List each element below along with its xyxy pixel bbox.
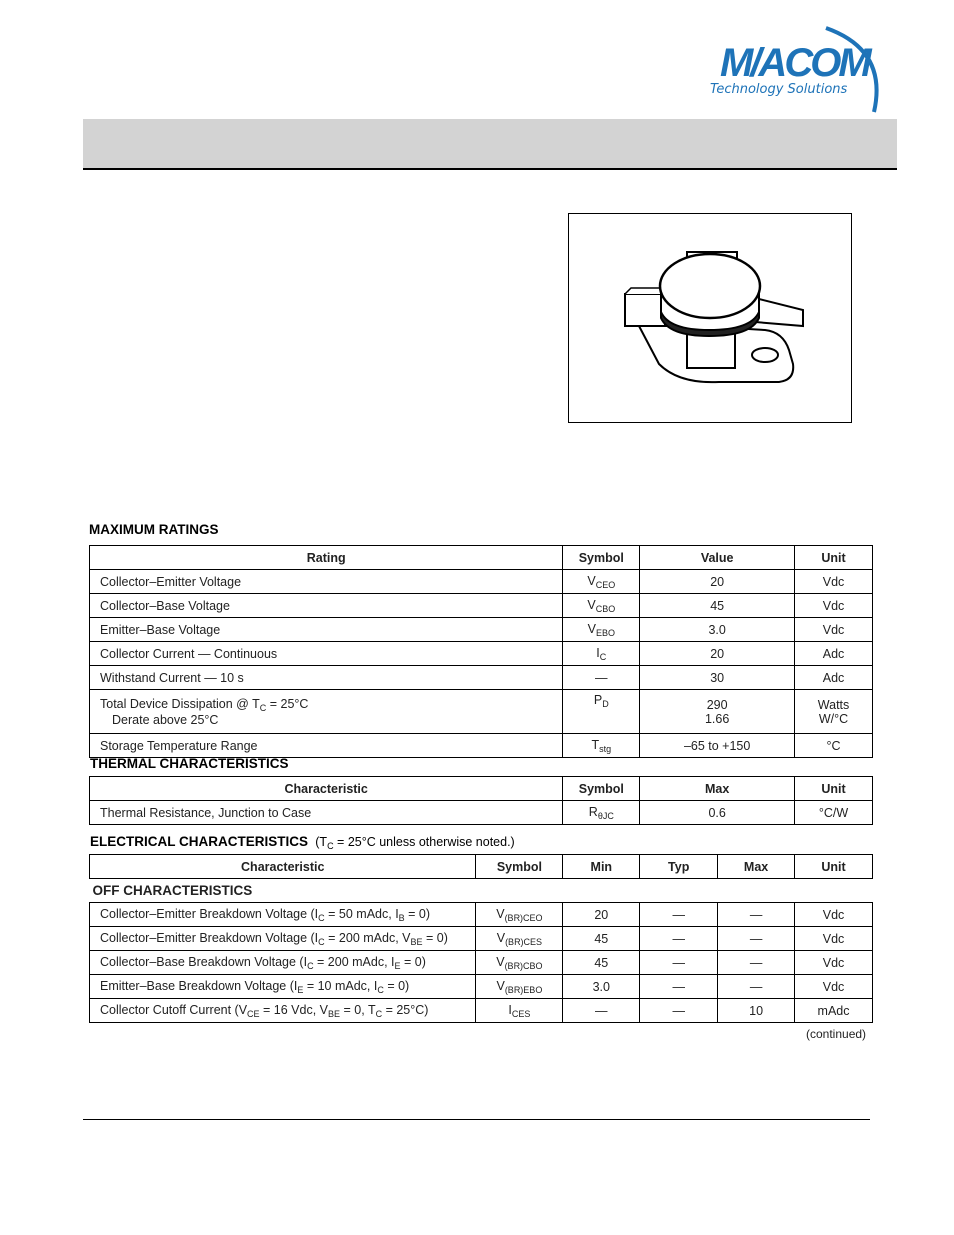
symbol-cell: $T_{stg}$ [563,734,640,758]
subheading-row [90,879,873,903]
header-typ: Typ [640,855,718,879]
min-cell: 20 [563,903,640,927]
typ-cell: — [640,927,718,951]
table-row [90,903,873,927]
symbol-cell: $V_{EBO}$ [563,618,640,642]
max-cell: 10 [718,999,795,1023]
header-min: Min [563,855,640,879]
thermal-table [89,776,873,825]
package-illustration [568,213,852,423]
header-value: Value [640,546,795,570]
rating-cell: Collector–Base Voltage [90,594,563,618]
header-symbol: Symbol [563,777,640,801]
table-row [90,975,873,999]
unit-cell: mAdc [795,999,873,1023]
electrical-table [89,854,873,1023]
unit-cell: Vdc [795,975,873,999]
value-cell: 20 [640,570,795,594]
unit-cell: Vdc [795,570,873,594]
rating-cell: Collector–Emitter Voltage [90,570,563,594]
symbol-cell: $I_C$ [563,642,640,666]
table-row [90,951,873,975]
electrical-title: ELECTRICAL CHARACTERISTICS ($T_C = 25^\circ C$ unless otherwise noted.) [90,834,515,851]
table-header-row [90,546,873,570]
min-cell: 45 [563,927,640,951]
header-max: Max [640,777,795,801]
min-cell: — [563,999,640,1023]
unit-cell: Adc [795,666,873,690]
typ-cell: — [640,975,718,999]
unit-cell: Vdc [795,951,873,975]
symbol-cell: — [563,666,640,690]
symbol-cell: $V_{(BR)CEO}$ [476,903,563,927]
svg-text:Technology Solutions: Technology Solutions [710,82,848,97]
characteristic-cell: Collector–Emitter Breakdown Voltage ($I_C = 200$ mAdc, $V_{BE} = 0$) [90,927,476,951]
max-ratings-table [89,545,873,758]
symbol-cell: $V_{(BR)CBO}$ [476,951,563,975]
table-header-row [90,855,873,879]
thermal-title: THERMAL CHARACTERISTICS [90,756,289,771]
max-cell: — [718,951,795,975]
header-unit: Unit [795,777,873,801]
table-row [90,690,873,734]
table-row [90,927,873,951]
footer-divider [83,1119,870,1120]
unit-cell: Vdc [795,927,873,951]
unit-cell: Vdc [795,903,873,927]
characteristic-cell: Collector–Emitter Breakdown Voltage ($I_C = 50$ mAdc, $I_B = 0$) [90,903,476,927]
characteristic-cell: Collector Cutoff Current ($V_{CE} = 16$ Vdc, $V_{BE} = 0$, $T_C = 25^\circ C$) [90,999,476,1023]
header-characteristic: Characteristic [90,777,563,801]
macom-logo [706,20,892,116]
symbol-cell: $I_{CES}$ [476,999,563,1023]
characteristic-cell: Thermal Resistance, Junction to Case [90,801,563,825]
typ-cell: — [640,903,718,927]
off-characteristics-heading: OFF CHARACTERISTICS [90,879,873,903]
header-band [83,119,897,170]
symbol-cell: $V_{(BR)EBO}$ [476,975,563,999]
header-max: Max [718,855,795,879]
rating-cell: Storage Temperature Range [90,734,563,758]
max-cell: 0.6 [640,801,795,825]
header-symbol: Symbol [563,546,640,570]
table-row [90,618,873,642]
max-cell: — [718,975,795,999]
value-cell: 45 [640,594,795,618]
symbol-cell: $R_{\theta JC}$ [563,801,640,825]
value-cell: 30 [640,666,795,690]
symbol-cell: $V_{CEO}$ [563,570,640,594]
unit-cell: Watts W/°C [795,690,873,734]
header-unit: Unit [795,855,873,879]
min-cell: 45 [563,951,640,975]
unit-cell: Vdc [795,618,873,642]
rating-cell: Total Device Dissipation @ $T_C = 25^\circ C$ Derate above 25°C [90,690,563,734]
header-unit: Unit [795,546,873,570]
table-row [90,570,873,594]
header-symbol: Symbol [476,855,563,879]
table-row [90,666,873,690]
rating-cell: Emitter–Base Voltage [90,618,563,642]
rating-cell: Collector Current — Continuous [90,642,563,666]
value-cell: 3.0 [640,618,795,642]
symbol-cell: $V_{(BR)CES}$ [476,927,563,951]
typ-cell: — [640,951,718,975]
unit-cell: °C/W [795,801,873,825]
continued-note: (continued) [806,1027,867,1041]
symbol-cell: $V_{CBO}$ [563,594,640,618]
max-cell: — [718,927,795,951]
unit-cell: °C [795,734,873,758]
min-cell: 3.0 [563,975,640,999]
unit-cell: Vdc [795,594,873,618]
svg-text:M/ACOM: M/ACOM [720,41,869,85]
unit-cell: Adc [795,642,873,666]
characteristic-cell: Emitter–Base Breakdown Voltage ($I_E = 10$ mAdc, $I_C = 0$) [90,975,476,999]
header-characteristic: Characteristic [90,855,476,879]
typ-cell: — [640,999,718,1023]
max-cell: — [718,903,795,927]
table-row [90,734,873,758]
header-rating: Rating [90,546,563,570]
rating-cell: Withstand Current — 10 s [90,666,563,690]
table-header-row [90,777,873,801]
table-row [90,801,873,825]
max-ratings-title: MAXIMUM RATINGS [89,522,219,537]
characteristic-cell: Collector–Base Breakdown Voltage ($I_C = 200$ mAdc, $I_E = 0$) [90,951,476,975]
value-cell: 290 1.66 [640,690,795,734]
table-row [90,999,873,1023]
table-row [90,642,873,666]
symbol-cell: $P_D$ [563,690,640,734]
value-cell: –65 to +150 [640,734,795,758]
value-cell: 20 [640,642,795,666]
table-row [90,594,873,618]
